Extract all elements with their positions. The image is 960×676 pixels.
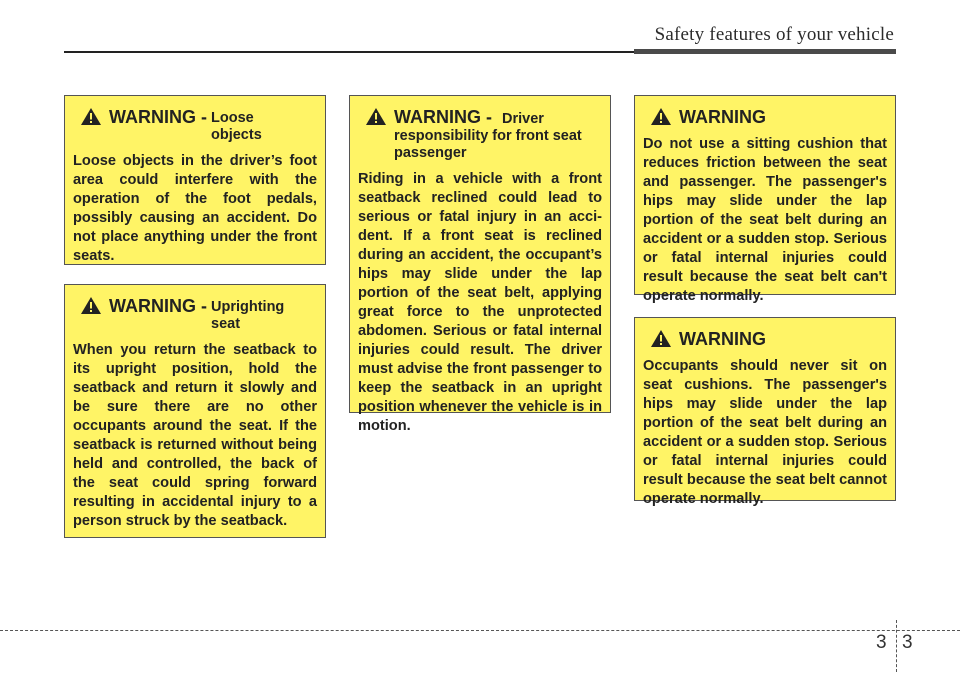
- warning-title: WARNING: [679, 329, 766, 349]
- warning-triangle-icon: [81, 108, 101, 124]
- footer-rule: [0, 630, 960, 631]
- warning-title: WARNING -: [109, 296, 207, 316]
- warning-triangle-icon: [651, 108, 671, 124]
- warning-body: Occupants should never sit on seat cushions. The passenger's hips may slide under the lap portion of the seat belt during an accident or a sudden stop. Serious or fatal internal injuries could result because the seat belt cannot operate normally.: [643, 358, 887, 507]
- warning-title: WARNING: [679, 107, 766, 127]
- warning-subtitle: Uprighting seat: [211, 299, 285, 332]
- warning-subtitle: Loose objects: [211, 110, 262, 143]
- warning-body: Riding in a vehicle with a front seatback reclined could lead to serious or fatal injury in an accident. If a front seat is reclined during an accident, the occupant’s hips may slide under the lap portion of the seat belt, applying great force to the unprotected abdomen. Serious or fatal internal injuries could result. The driver must advise the front passenger to keep the seatback in an upright position whenever the vehicle is in motion.: [358, 171, 602, 434]
- warning-box-loose-objects: [64, 95, 326, 265]
- warning-box-upright-seat: [64, 284, 326, 538]
- warning-header: [73, 107, 317, 144]
- warning-triangle-icon: [366, 108, 386, 124]
- warning-triangle-icon: [81, 297, 101, 313]
- warning-box-seat-cushions: [634, 317, 896, 507]
- page-number: 3: [902, 632, 913, 653]
- warning-header: [643, 329, 887, 349]
- warning-header: [358, 107, 602, 162]
- warning-header: [643, 107, 887, 127]
- warning-body: Loose objects in the driver’s foot area could interfere with the operation of the foot pedals, possibly causing an accident. Do not place anything under the front seats.: [73, 153, 317, 264]
- warning-subtitle: Driver responsibility for front seat passenger: [394, 111, 582, 161]
- warning-triangle-icon: [651, 330, 671, 346]
- warning-body: When you return the seatback to its upright position, hold the seatback and return it slowly and be sure there are no other occupants around the seat. If the seatback is returned without being held and controlled, the back of the seat could spring forward resulting in accidental injury to a person struck by the seatback.: [73, 342, 317, 529]
- warning-box-sitting-cushion: [634, 95, 896, 304]
- chapter-number: 3: [876, 632, 887, 653]
- warning-title: WARNING -: [394, 107, 492, 127]
- warning-body: Do not use a sitting cushion that reduces friction between the seat and passenger. The passenger's hips may slide under the lap portion of the seat belt during an accident or a sudden stop. Serious or fatal internal injuries could result because the seat belt can't operate normally.: [643, 136, 887, 304]
- warning-title: WARNING -: [109, 107, 207, 127]
- warning-box-driver-responsibility: [349, 95, 611, 434]
- header-rule: [64, 51, 634, 53]
- header-rule-accent: [634, 49, 896, 54]
- page-header-title: Safety features of your vehicle: [654, 24, 894, 45]
- footer-divider: [896, 620, 897, 672]
- warning-header: [73, 296, 317, 333]
